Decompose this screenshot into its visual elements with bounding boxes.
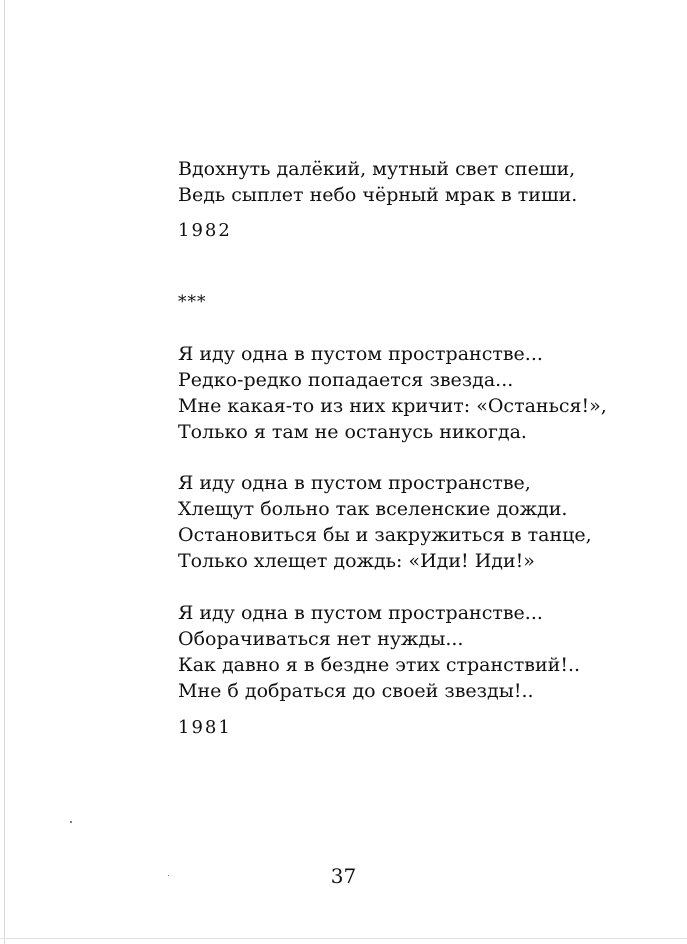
asterisks-separator: *** bbox=[178, 292, 207, 312]
year-label: 1981 bbox=[178, 717, 232, 738]
poem-line: Я иду одна в пустом пространстве... bbox=[178, 602, 543, 624]
page-edge-bottom bbox=[0, 938, 687, 939]
poem-line: Остановиться бы и закружиться в танце, bbox=[178, 524, 592, 546]
poem-line: Мне какая-то из них кричит: «Останься!», bbox=[178, 395, 607, 417]
poem-line: Оборачиваться нет нужды... bbox=[178, 628, 464, 650]
poem-year bbox=[178, 219, 618, 243]
poem-line: Мне б добраться до своей звезды!.. bbox=[178, 680, 534, 702]
scan-speck bbox=[168, 875, 169, 876]
scan-speck bbox=[70, 821, 72, 823]
poem-line: Ведь сыплет небо чёрный мрак в тиши. bbox=[178, 184, 578, 206]
stanza-1 bbox=[178, 341, 618, 445]
stanza-2 bbox=[178, 470, 618, 574]
poem-line: Вдохнуть далёкий, мутный свет спеши, bbox=[178, 158, 576, 180]
poem-line: Только я там не останусь никогда. bbox=[178, 421, 527, 443]
poem-year bbox=[178, 716, 618, 740]
stanza-3 bbox=[178, 600, 618, 704]
poem-line: Я иду одна в пустом пространстве... bbox=[178, 343, 543, 365]
year-label: 1982 bbox=[178, 220, 232, 241]
page-number: 37 bbox=[330, 864, 357, 888]
poem-line: Как давно я в бездне этих странствий!.. bbox=[178, 654, 581, 676]
poem-line: Хлещут больно так вселенские дожди. bbox=[178, 498, 568, 520]
poem-ending bbox=[178, 156, 618, 208]
poem-separator bbox=[178, 292, 618, 312]
poem-line: Редко-редко попадается звезда... bbox=[178, 369, 514, 391]
poem-line: Только хлещет дождь: «Иди! Иди!» bbox=[178, 550, 535, 572]
poem-line: Я иду одна в пустом пространстве, bbox=[178, 472, 531, 494]
page-edge-left bbox=[4, 0, 5, 944]
